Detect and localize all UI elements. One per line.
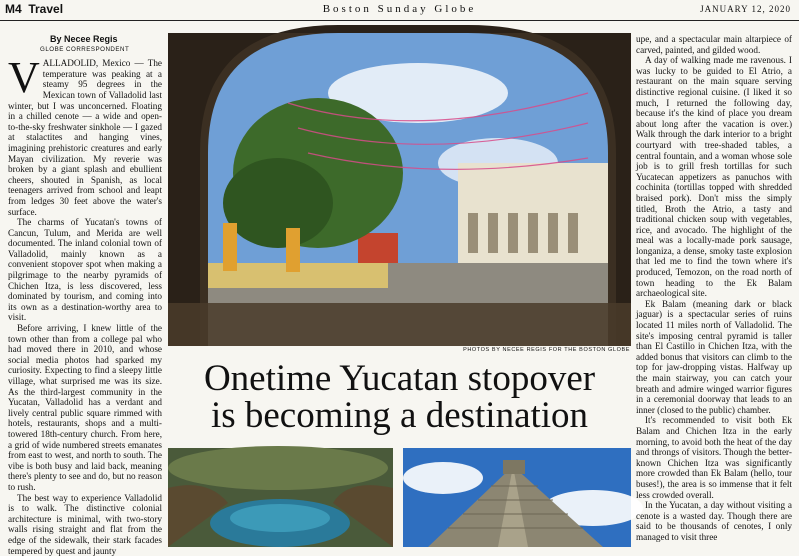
main-photo-arch-square (168, 33, 631, 346)
lead-paragraph-text: ALLADOLID, Mexico — The temperature was peaking at a steamy 95 degrees in the Mexican town of Valladolid last winter, but I was unconcerned. Floating in a chilled cenote — a wide and open-to-the-sky freshwater sinkhole — I gazed at stalactites and hanging vines, imagining prehistoric creatures and early Mayan civilization. My reverie was broken by a giant splash and ebullient cheers, shouted in Spanish, as local teenagers arrived from school and leapt from ledges 30 feet above the water's surface. (8, 58, 162, 217)
section-name: Travel (28, 2, 64, 16)
byline-role: GLOBE CORRESPONDENT (40, 45, 130, 53)
paragraph: Before arriving, I knew little of the town other than from a college pal who had moved there in 2010, and whose social media photos had sparked my curiosity. Expecting to find a sleepy little village, what surprised me was its size. As the third-largest community in the Yucatan, Valladolid has a verdant and lively central public square rimmed with hotels, restaurants, shops and a multi-towered 18th-century church. From here, a grid of wide numbered streets emanates from east to west, and north to south. The vibe is both busy and laid back, meaning there's plenty to see and do, but no reason to rush. (8, 323, 162, 492)
byline: By Necee Regis (50, 34, 118, 44)
drop-cap: V (8, 53, 40, 103)
article-column-left (8, 34, 162, 556)
pyramid-photo (403, 448, 631, 547)
newspaper-name: Boston Sunday Globe (322, 3, 477, 15)
cenote-photo (168, 448, 393, 547)
paragraph: The best way to experience Valladolid is to walk. The distinctive colonial architecture is minimal, with two-story walls rising straight and flat from the edge of the sidewalk, their stark facades tempered by quest and jaunty (8, 492, 162, 556)
paragraph: Ek Balam (meaning dark or black jaguar) is a spectacular series of ruins located 11 miles north of Valladolid. The site's imposing central pyramid is taller than El Castillo in Chichen Itza, with the added bonus that visitors can climb to the top for jaw-dropping vistas. Halfway up the main stairway, you can catch your breath and admire winged warrior figures in a ceremonial doorway that leads to an inner (closed to the public) chamber. (636, 298, 792, 415)
photo-credit: PHOTOS BY NECEE REGIS FOR THE BOSTON GLOBE (463, 347, 630, 353)
cenote-photo-image (168, 448, 393, 547)
paragraph: upe, and a spectacular main altarpiece of carved, painted, and gilded wood. (636, 34, 792, 55)
arch-photo-image (168, 33, 631, 346)
paragraph: The charms of Yucatan's towns of Cancun, Tulum, and Merida are well documented. The inland colonial town of Valladolid, mainly known as a convenient stopover spot when making a pilgrimage to the nearby pyramids of Chichen Itza, is less discovered, less dominated by tourism, and coming into its own as a destination-worthy area to visit. (8, 217, 162, 323)
page-number: M4 (5, 2, 22, 16)
headline-line-1: Onetime Yucatan stopover (203, 358, 596, 399)
article-column-right (636, 34, 792, 547)
paragraph: In the Yucatan, a day without visiting a cenote is a wasted day. Though there are said to be thousands of cenotes, I only managed to visit three (636, 500, 792, 542)
issue-date: JANUARY 12, 2020 (700, 4, 791, 14)
paragraph: A day of walking made me ravenous. I was lucky to be guided to El Atrio, a restaurant on the main square serving distinctive regional cuisine. (I liked it so much, I returned the following day, because it's the kind of place you dream about long after the vacation is over.) Walk through the dark interior to a bright courtyard with tree-shaded tables, a central fountain, and a woman whose sole job is to grill fresh tortillas for such Yucatecan appetizers as panuchos with cochinita (tortillas topped with shredded braised pork). Don't miss the simply titled, Broth the Atrio, a tasty and traditional chicken soup with vegetables, rice, and avocado. The highlight of the meal was a locally-made pork sausage, longaniza, a dense, smoky taste explosion that led me to find the town where it's produced, Temozon, on the road north of town heading to the Ek Balam archaeological site. (636, 55, 792, 299)
lead-paragraph (8, 53, 162, 217)
pyramid-photo-image (403, 448, 631, 547)
headline-line-2: is becoming a destination (210, 395, 589, 436)
headline (168, 360, 631, 434)
page-header (0, 0, 799, 21)
paragraph: It's recommended to visit both Ek Balam and Chichen Itza in the early morning, to avoid both the heat of the day and throngs of visitors. Though the better-known Chichen Itza was significantly more crowded than Ek Balam (hello, tour buses!), the area is so immense that it felt less crowded overall. (636, 415, 792, 500)
